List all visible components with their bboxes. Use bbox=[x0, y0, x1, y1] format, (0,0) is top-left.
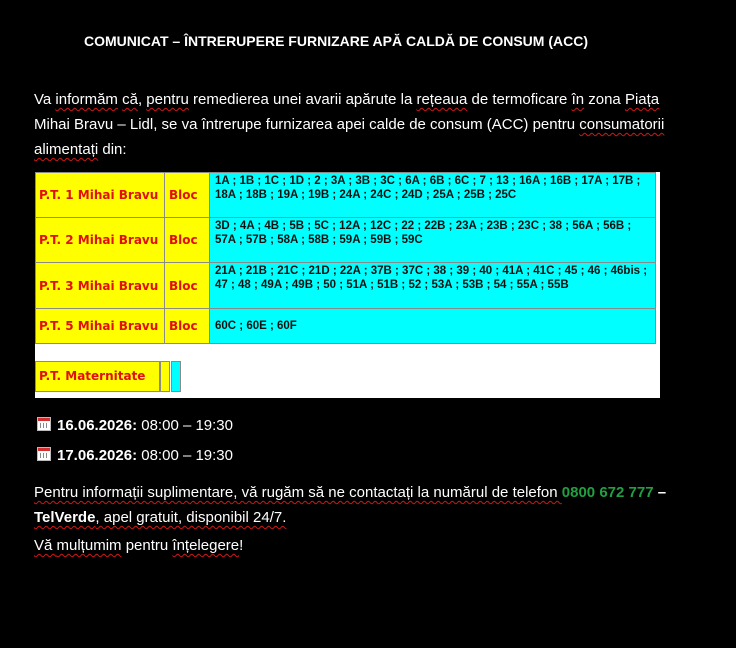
block-list-cell: 3D ; 4A ; 4B ; 5B ; 5C ; 12A ; 12C ; 22 ; 22B ; 23A ; 23B ; 23C ; 38 ; 56A ; 56B ; 57A ; 57B ; 58A ; 58B ; 59A ; 59B ; 59C bbox=[210, 218, 656, 263]
intro-text: pentru bbox=[146, 91, 189, 108]
table-row bbox=[36, 218, 656, 263]
date-line bbox=[37, 447, 233, 464]
pt-name-cell: P.T. 2 Mihai Bravu bbox=[36, 218, 165, 263]
pt-name-cell: P.T. 1 Mihai Bravu bbox=[36, 173, 165, 218]
thanks-text: Vă bbox=[34, 537, 57, 554]
intro-text: că bbox=[122, 91, 138, 108]
time-range: 08:00 – 19:30 bbox=[137, 417, 233, 434]
intro-text: rețeaua bbox=[416, 91, 468, 108]
page-title: COMUNICAT – ÎNTRERUPERE FURNIZARE APĂ CALDĂ DE CONSUM (ACC) bbox=[84, 33, 588, 49]
intro-text: consumatorii bbox=[579, 116, 665, 133]
contact-text: – bbox=[653, 484, 667, 501]
table-row bbox=[36, 309, 656, 344]
date-value: 16.06.2026: bbox=[57, 417, 138, 434]
date-value: 17.06.2026: bbox=[57, 447, 138, 464]
pt-maternitate-cell: P.T. Maternitate bbox=[35, 361, 160, 392]
pt-name-cell: P.T. 3 Mihai Bravu bbox=[36, 263, 165, 309]
time-range: 08:00 – 19:30 bbox=[137, 447, 233, 464]
intro-text: de termoficare bbox=[467, 91, 572, 108]
thanks-text: înțelegere bbox=[172, 537, 240, 554]
pt-name-cell: P.T. 5 Mihai Bravu bbox=[36, 309, 165, 344]
phone-number[interactable]: 0800 672 777 bbox=[561, 484, 654, 501]
pt-table-panel bbox=[35, 172, 660, 398]
calendar-icon bbox=[37, 447, 51, 461]
thanks-line bbox=[34, 537, 243, 554]
intro-text: , bbox=[137, 91, 147, 108]
intro-text: alimentați bbox=[34, 141, 99, 158]
intro-text: zona bbox=[584, 91, 625, 108]
intro-text: în bbox=[571, 91, 585, 108]
bloc-label-cell: Bloc bbox=[165, 309, 210, 344]
maternitate-list-cell bbox=[171, 361, 181, 392]
table-row bbox=[36, 173, 656, 218]
intro-text: informăm bbox=[55, 91, 118, 108]
pt-table bbox=[35, 172, 656, 344]
intro-text: Mihai Bravu – Lidl, se va întrerupe furnizarea apei calde de consum (ACC) pentru bbox=[34, 116, 580, 133]
thanks-text: ! bbox=[239, 537, 244, 554]
telverde-brand: TelVerde bbox=[34, 509, 96, 526]
contact-paragraph bbox=[34, 480, 684, 530]
bloc-label-cell: Bloc bbox=[165, 218, 210, 263]
contact-text: Pentru informații suplimentare, vă rugăm să ne contactați la numărul de telefon bbox=[34, 484, 562, 501]
calendar-icon bbox=[37, 417, 51, 431]
intro-text: Piața bbox=[624, 91, 660, 108]
intro-text: din: bbox=[98, 141, 127, 158]
table-row bbox=[36, 263, 656, 309]
intro-text: Va bbox=[34, 91, 56, 108]
bloc-label-cell: Bloc bbox=[165, 173, 210, 218]
block-list-cell: 21A ; 21B ; 21C ; 21D ; 22A ; 37B ; 37C ; 38 ; 39 ; 40 ; 41A ; 41C ; 45 ; 46 ; 46bis ; 47 ; 48 ; 49A ; 49B ; 50 ; 51A ; 51B ; 52 ; 53A ; 53B ; 54 ; 55A ; 55B bbox=[210, 263, 656, 309]
thanks-text: mulțumim bbox=[56, 537, 122, 554]
maternitate-bloc-cell bbox=[160, 361, 170, 392]
thanks-text: pentru bbox=[121, 537, 173, 554]
intro-text: remedierea unei avarii apărute la bbox=[188, 91, 417, 108]
intro-paragraph bbox=[34, 87, 674, 162]
block-list-cell: 1A ; 1B ; 1C ; 1D ; 2 ; 3A ; 3B ; 3C ; 6A ; 6B ; 6C ; 7 ; 13 ; 16A ; 16B ; 17A ; 17B ; 18A ; 18B ; 19A ; 19B ; 24A ; 24C ; 24D ; 25A ; 25B ; 25C bbox=[210, 173, 656, 218]
bloc-label-cell: Bloc bbox=[165, 263, 210, 309]
contact-text: , apel gratuit, disponibil 24/7. bbox=[95, 509, 287, 526]
block-list-cell: 60C ; 60E ; 60F bbox=[210, 309, 656, 344]
date-line bbox=[37, 417, 233, 434]
